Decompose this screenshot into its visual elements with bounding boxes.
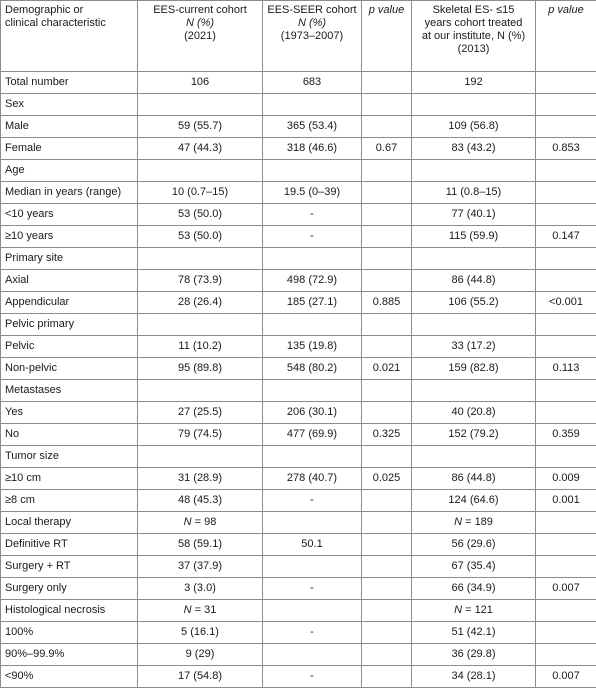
- table-row: [1, 424, 596, 446]
- cell-p-value-2: <0.001: [536, 292, 596, 314]
- table-row: [1, 644, 596, 666]
- cell-p-value-1: [362, 116, 412, 138]
- cell-skeletal-es: [412, 94, 536, 116]
- table-row: [1, 468, 596, 490]
- cell-characteristic: ≥10 cm: [1, 468, 138, 490]
- cell-skeletal-es: [412, 446, 536, 468]
- cell-p-value-2: [536, 116, 596, 138]
- header-row: [1, 1, 596, 72]
- cell-characteristic: Male: [1, 116, 138, 138]
- table-row: [1, 622, 596, 644]
- cell-p-value-2: [536, 402, 596, 424]
- cell-ees-current: N = 31: [138, 600, 263, 622]
- table-row: [1, 336, 596, 358]
- table-row: [1, 358, 596, 380]
- cell-ees-seer: 498 (72.9): [263, 270, 362, 292]
- cell-characteristic: ≥10 years: [1, 226, 138, 248]
- cell-characteristic: <10 years: [1, 204, 138, 226]
- cell-skeletal-es: [412, 380, 536, 402]
- cell-ees-seer: -: [263, 578, 362, 600]
- cell-p-value-1: 0.67: [362, 138, 412, 160]
- cell-ees-seer: [263, 556, 362, 578]
- cell-skeletal-es: 83 (43.2): [412, 138, 536, 160]
- cell-ees-current: 47 (44.3): [138, 138, 263, 160]
- cell-skeletal-es: 56 (29.6): [412, 534, 536, 556]
- cell-skeletal-es: N = 121: [412, 600, 536, 622]
- cell-p-value-1: 0.885: [362, 292, 412, 314]
- cell-ees-current: 31 (28.9): [138, 468, 263, 490]
- cell-p-value-1: [362, 534, 412, 556]
- table-body: [1, 72, 596, 688]
- table-row: [1, 578, 596, 600]
- cell-ees-current: 5 (16.1): [138, 622, 263, 644]
- header-p-value-2: p value: [536, 1, 596, 72]
- cell-characteristic: Histological necrosis: [1, 600, 138, 622]
- cell-ees-current: [138, 248, 263, 270]
- header-characteristic: Demographic or clinical characteristic: [1, 1, 138, 72]
- cell-p-value-2: [536, 446, 596, 468]
- cell-ees-current: 37 (37.9): [138, 556, 263, 578]
- table-row: [1, 666, 596, 688]
- cell-characteristic: Metastases: [1, 380, 138, 402]
- cell-p-value-1: [362, 600, 412, 622]
- cell-ees-seer: 278 (40.7): [263, 468, 362, 490]
- cell-ees-seer: [263, 380, 362, 402]
- table-row: [1, 204, 596, 226]
- cell-characteristic: Local therapy: [1, 512, 138, 534]
- cell-p-value-2: [536, 622, 596, 644]
- cell-p-value-1: [362, 512, 412, 534]
- cell-p-value-2: [536, 556, 596, 578]
- cell-p-value-2: 0.001: [536, 490, 596, 512]
- header-ees-current-cohort: EES-current cohort N (%) (2021): [138, 1, 263, 72]
- cell-ees-current: 10 (0.7–15): [138, 182, 263, 204]
- cell-ees-current: 48 (45.3): [138, 490, 263, 512]
- cell-ees-current: 11 (10.2): [138, 336, 263, 358]
- cell-skeletal-es: 192: [412, 72, 536, 94]
- cell-ees-current: [138, 314, 263, 336]
- table-row: [1, 600, 596, 622]
- cell-skeletal-es: 106 (55.2): [412, 292, 536, 314]
- cell-p-value-1: [362, 204, 412, 226]
- cell-p-value-2: [536, 512, 596, 534]
- cell-characteristic: Tumor size: [1, 446, 138, 468]
- cell-characteristic: Sex: [1, 94, 138, 116]
- header-ees-seer-cohort: EES-SEER cohort N (%) (1973–2007): [263, 1, 362, 72]
- cell-characteristic: 90%–99.9%: [1, 644, 138, 666]
- cell-p-value-2: [536, 72, 596, 94]
- cell-characteristic: 100%: [1, 622, 138, 644]
- cell-characteristic: Age: [1, 160, 138, 182]
- cell-ees-current: 27 (25.5): [138, 402, 263, 424]
- cell-p-value-2: [536, 644, 596, 666]
- cell-ees-seer: [263, 160, 362, 182]
- cell-characteristic: Definitive RT: [1, 534, 138, 556]
- cell-ees-current: 58 (59.1): [138, 534, 263, 556]
- table-row: [1, 138, 596, 160]
- cell-p-value-2: 0.853: [536, 138, 596, 160]
- cell-characteristic: Total number: [1, 72, 138, 94]
- cell-skeletal-es: 124 (64.6): [412, 490, 536, 512]
- cell-ees-seer: [263, 94, 362, 116]
- table-row: [1, 270, 596, 292]
- cell-p-value-2: 0.009: [536, 468, 596, 490]
- cell-ees-seer: 19.5 (0–39): [263, 182, 362, 204]
- cell-p-value-1: [362, 578, 412, 600]
- cell-ees-seer: -: [263, 490, 362, 512]
- cell-skeletal-es: 115 (59.9): [412, 226, 536, 248]
- cell-skeletal-es: [412, 248, 536, 270]
- cell-skeletal-es: 36 (29.8): [412, 644, 536, 666]
- cell-characteristic: Axial: [1, 270, 138, 292]
- table-row: [1, 292, 596, 314]
- cell-skeletal-es: 40 (20.8): [412, 402, 536, 424]
- cell-characteristic: Appendicular: [1, 292, 138, 314]
- cell-p-value-1: [362, 248, 412, 270]
- cell-p-value-1: [362, 490, 412, 512]
- cell-p-value-1: [362, 182, 412, 204]
- table-row: [1, 72, 596, 94]
- cell-skeletal-es: 51 (42.1): [412, 622, 536, 644]
- cell-skeletal-es: 33 (17.2): [412, 336, 536, 358]
- cell-skeletal-es: 66 (34.9): [412, 578, 536, 600]
- cell-p-value-2: [536, 182, 596, 204]
- cell-ees-current: 79 (74.5): [138, 424, 263, 446]
- table-row: [1, 94, 596, 116]
- table-row: [1, 446, 596, 468]
- cell-ees-seer: -: [263, 666, 362, 688]
- cell-skeletal-es: 67 (35.4): [412, 556, 536, 578]
- cell-p-value-2: 0.007: [536, 578, 596, 600]
- cell-p-value-1: 0.021: [362, 358, 412, 380]
- cell-p-value-1: [362, 644, 412, 666]
- cell-p-value-1: [362, 556, 412, 578]
- cell-skeletal-es: 34 (28.1): [412, 666, 536, 688]
- cell-skeletal-es: N = 189: [412, 512, 536, 534]
- cell-skeletal-es: 109 (56.8): [412, 116, 536, 138]
- cell-characteristic: Pelvic: [1, 336, 138, 358]
- cell-ees-seer: 135 (19.8): [263, 336, 362, 358]
- table-row: [1, 490, 596, 512]
- cell-p-value-1: 0.325: [362, 424, 412, 446]
- cell-ees-seer: 548 (80.2): [263, 358, 362, 380]
- cell-p-value-1: [362, 270, 412, 292]
- cell-ees-seer: [263, 512, 362, 534]
- table-row: [1, 512, 596, 534]
- cell-skeletal-es: 86 (44.8): [412, 468, 536, 490]
- cell-ees-current: [138, 446, 263, 468]
- cell-ees-current: 9 (29): [138, 644, 263, 666]
- cell-ees-seer: [263, 600, 362, 622]
- cell-characteristic: Female: [1, 138, 138, 160]
- table-row: [1, 556, 596, 578]
- cell-ees-current: 78 (73.9): [138, 270, 263, 292]
- cell-p-value-1: [362, 402, 412, 424]
- table-row: [1, 226, 596, 248]
- header-p-value-1: p value: [362, 1, 412, 72]
- cell-ees-current: 28 (26.4): [138, 292, 263, 314]
- cell-characteristic: Surgery only: [1, 578, 138, 600]
- cell-skeletal-es: 86 (44.8): [412, 270, 536, 292]
- cell-ees-seer: 477 (69.9): [263, 424, 362, 446]
- cell-p-value-2: [536, 314, 596, 336]
- cell-ees-current: 53 (50.0): [138, 226, 263, 248]
- cell-ees-seer: 206 (30.1): [263, 402, 362, 424]
- table-row: [1, 314, 596, 336]
- cell-p-value-1: [362, 226, 412, 248]
- cell-skeletal-es: [412, 314, 536, 336]
- cell-p-value-1: [362, 622, 412, 644]
- table-row: [1, 182, 596, 204]
- cell-p-value-2: [536, 270, 596, 292]
- cell-p-value-1: [362, 72, 412, 94]
- cell-ees-current: N = 98: [138, 512, 263, 534]
- cell-p-value-2: [536, 534, 596, 556]
- cell-skeletal-es: 11 (0.8–15): [412, 182, 536, 204]
- cell-p-value-2: 0.007: [536, 666, 596, 688]
- cell-p-value-1: [362, 94, 412, 116]
- cell-characteristic: Yes: [1, 402, 138, 424]
- cell-p-value-2: [536, 204, 596, 226]
- cell-skeletal-es: 77 (40.1): [412, 204, 536, 226]
- cell-p-value-1: 0.025: [362, 468, 412, 490]
- cell-characteristic: ≥8 cm: [1, 490, 138, 512]
- cell-ees-seer: [263, 446, 362, 468]
- cell-ees-current: 59 (55.7): [138, 116, 263, 138]
- table-row: [1, 402, 596, 424]
- cell-ees-current: 3 (3.0): [138, 578, 263, 600]
- cell-characteristic: Non-pelvic: [1, 358, 138, 380]
- cell-p-value-2: [536, 336, 596, 358]
- cell-p-value-2: 0.147: [536, 226, 596, 248]
- cell-p-value-2: [536, 380, 596, 402]
- cell-ees-seer: -: [263, 204, 362, 226]
- cell-p-value-1: [362, 314, 412, 336]
- cell-skeletal-es: 159 (82.8): [412, 358, 536, 380]
- cell-ees-seer: 318 (46.6): [263, 138, 362, 160]
- table-row: [1, 248, 596, 270]
- cell-characteristic: No: [1, 424, 138, 446]
- cell-ees-current: [138, 160, 263, 182]
- cell-ees-seer: -: [263, 226, 362, 248]
- cell-p-value-1: [362, 336, 412, 358]
- cell-p-value-2: [536, 248, 596, 270]
- cell-p-value-1: [362, 446, 412, 468]
- cell-ees-current: 95 (89.8): [138, 358, 263, 380]
- table-row: [1, 160, 596, 182]
- cell-characteristic: <90%: [1, 666, 138, 688]
- cell-ees-seer: [263, 644, 362, 666]
- cell-characteristic: Pelvic primary: [1, 314, 138, 336]
- cell-p-value-2: [536, 160, 596, 182]
- cell-p-value-2: [536, 94, 596, 116]
- table-row: [1, 116, 596, 138]
- cell-ees-seer: 365 (53.4): [263, 116, 362, 138]
- cell-ees-current: 17 (54.8): [138, 666, 263, 688]
- table-row: [1, 534, 596, 556]
- cell-p-value-1: [362, 160, 412, 182]
- cell-ees-seer: -: [263, 622, 362, 644]
- cell-p-value-1: [362, 380, 412, 402]
- cell-ees-current: 106: [138, 72, 263, 94]
- cell-ees-seer: 50.1: [263, 534, 362, 556]
- cell-ees-current: [138, 380, 263, 402]
- cell-characteristic: Primary site: [1, 248, 138, 270]
- cell-ees-current: 53 (50.0): [138, 204, 263, 226]
- cell-p-value-2: 0.113: [536, 358, 596, 380]
- cell-ees-seer: [263, 248, 362, 270]
- cell-ees-current: [138, 94, 263, 116]
- cell-ees-seer: 185 (27.1): [263, 292, 362, 314]
- cell-p-value-2: 0.359: [536, 424, 596, 446]
- cell-skeletal-es: 152 (79.2): [412, 424, 536, 446]
- cell-characteristic: Surgery + RT: [1, 556, 138, 578]
- header-skeletal-es-cohort: Skeletal ES- ≤15 years cohort treated at our institute, N (%) (2013): [412, 1, 536, 72]
- cell-p-value-2: [536, 600, 596, 622]
- cell-skeletal-es: [412, 160, 536, 182]
- cell-characteristic: Median in years (range): [1, 182, 138, 204]
- cell-p-value-1: [362, 666, 412, 688]
- cell-ees-seer: [263, 314, 362, 336]
- table-row: [1, 380, 596, 402]
- cell-ees-seer: 683: [263, 72, 362, 94]
